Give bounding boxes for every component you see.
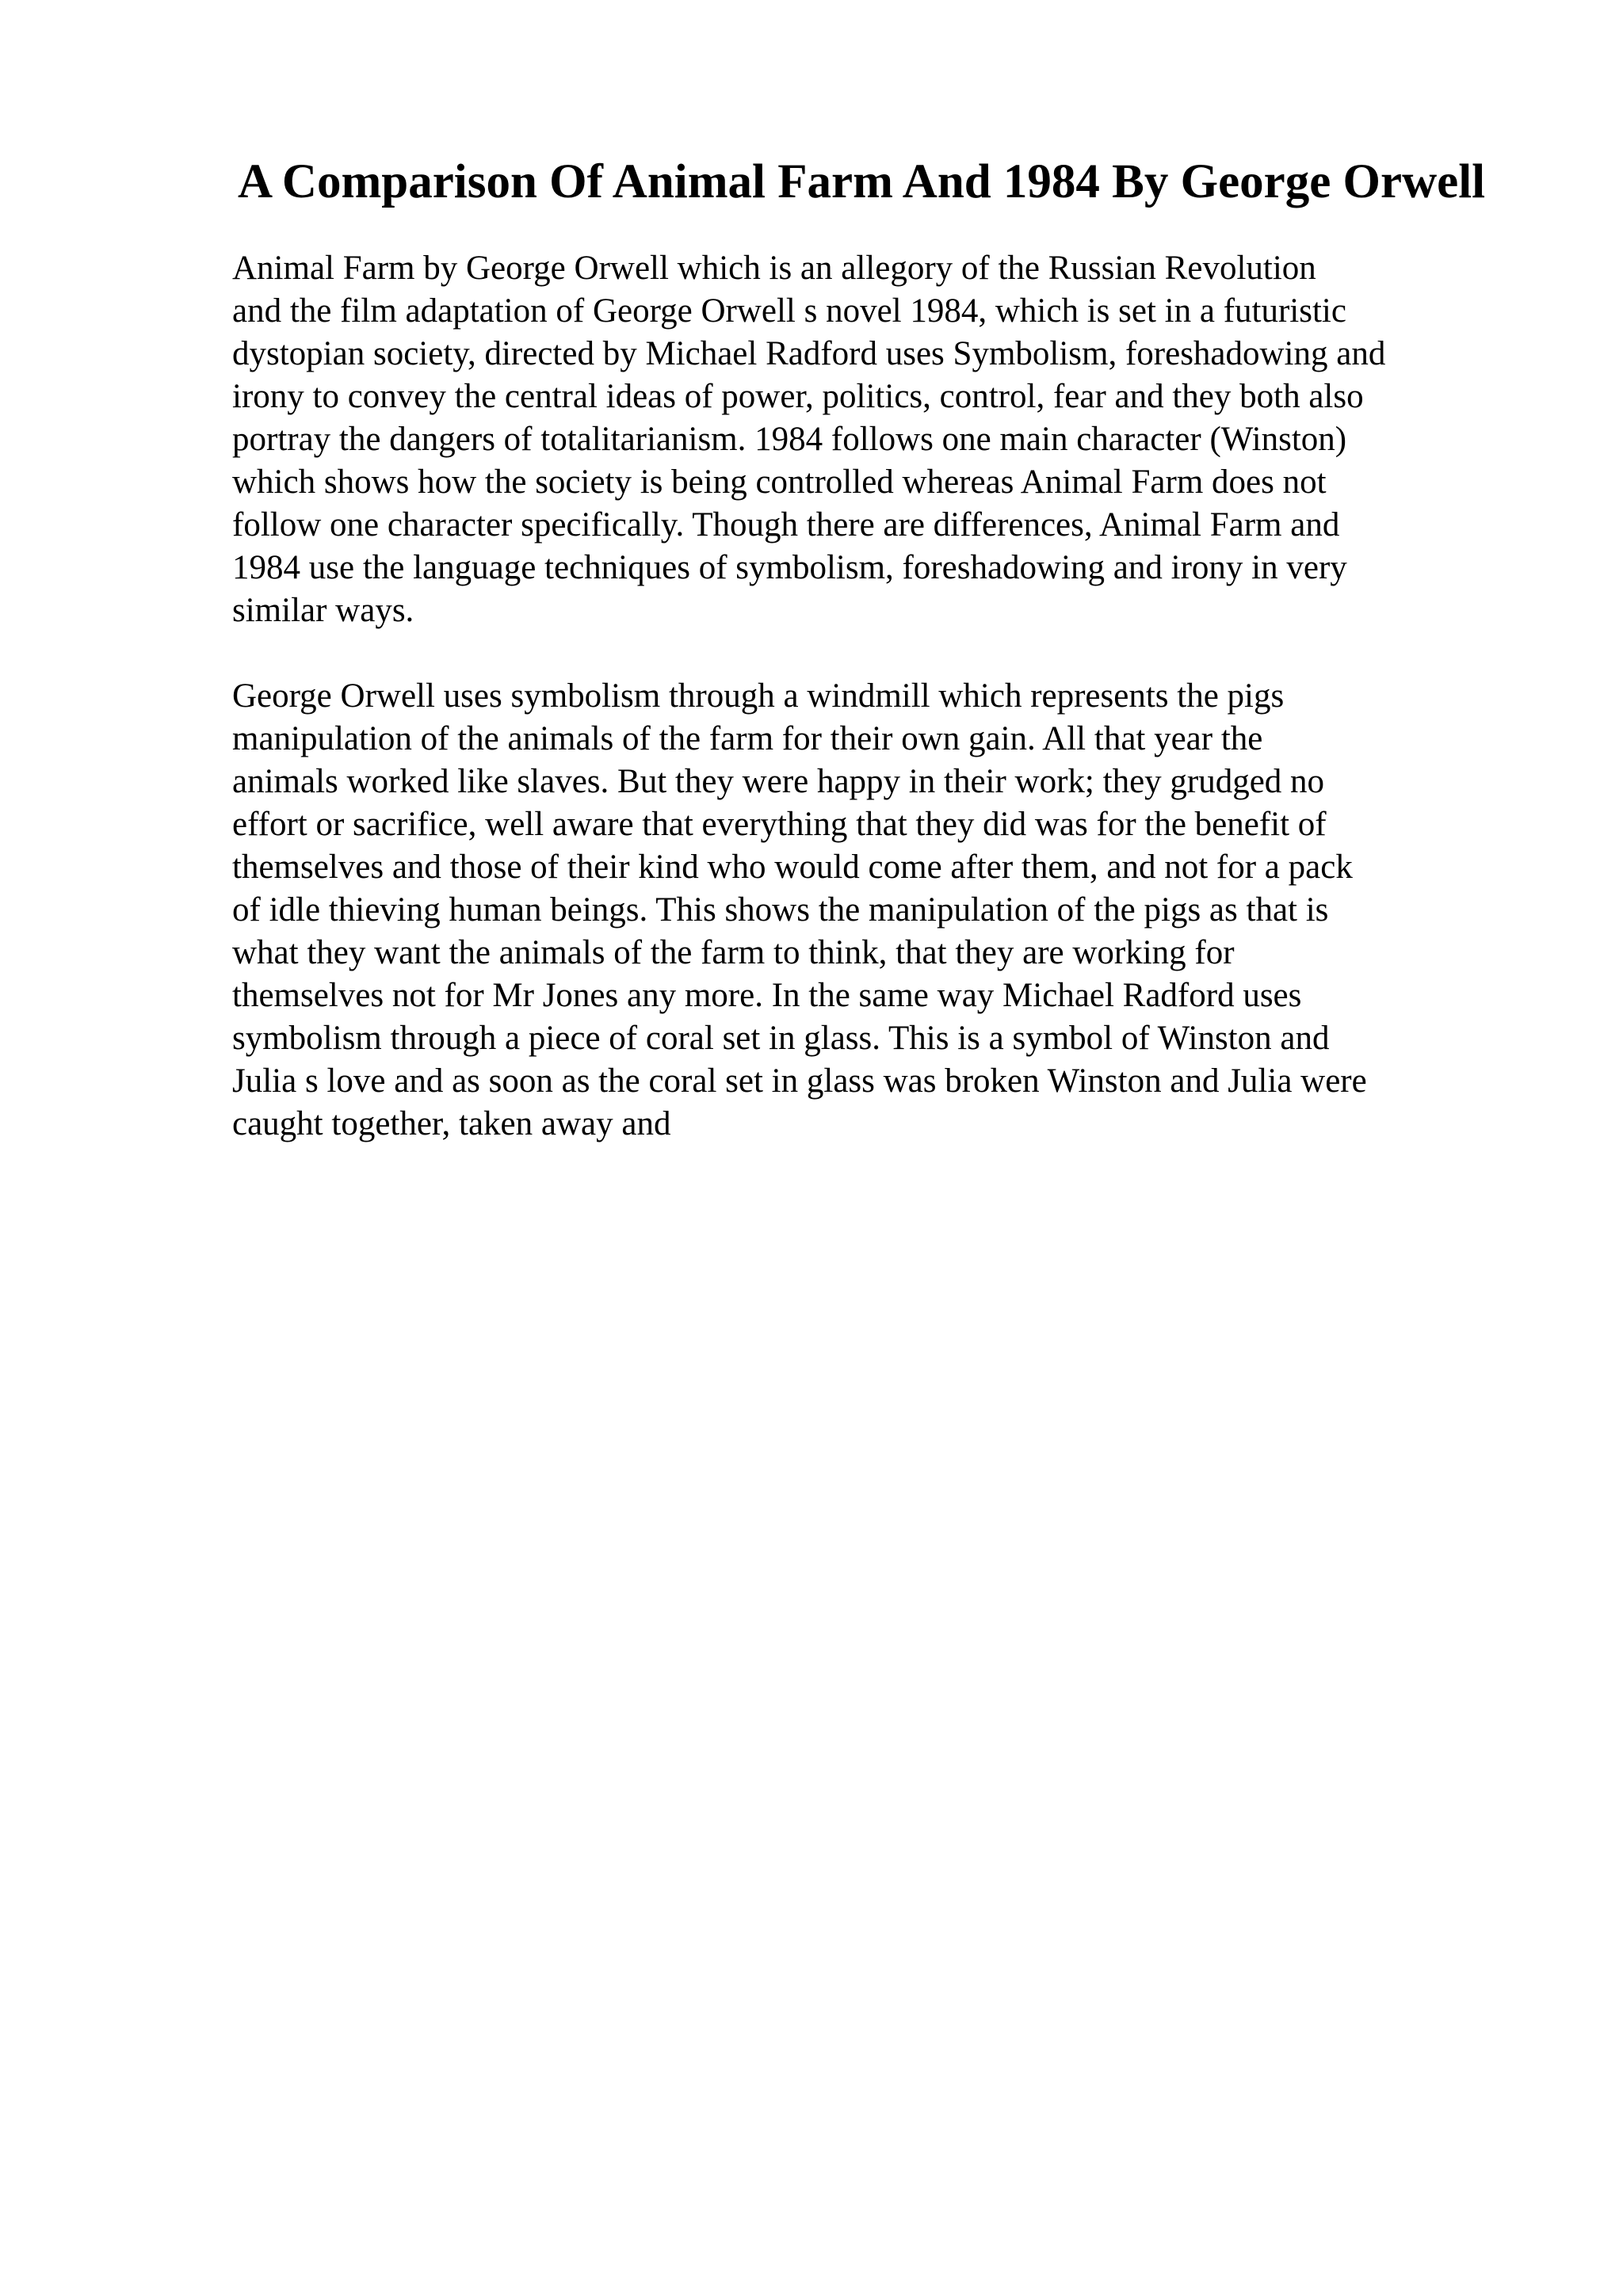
text-line: Julia s love and as soon as the coral set in glass was broken Winston and Julia were (232, 1062, 1367, 1100)
text-line: follow one character specifically. Though there are differences, Animal Farm and (232, 506, 1340, 543)
document-body (232, 247, 1516, 1146)
text-line: effort or sacrifice, well aware that everything that they did was for the benefit of (232, 806, 1327, 843)
document-title: A Comparison Of Animal Farm And 1984 By George Orwell (238, 155, 1486, 208)
text-line: George Orwell uses symbolism through a windmill which represents the pigs (232, 677, 1285, 715)
text-line: dystopian society, directed by Michael Radford uses Symbolism, foreshadowing and (232, 335, 1386, 372)
text-line: similar ways. (232, 592, 414, 629)
text-line: of idle thieving human beings. This shows the manipulation of the pigs as that is (232, 891, 1329, 929)
text-line: irony to convey the central ideas of power, politics, control, fear and they both also (232, 378, 1364, 415)
text-line: manipulation of the animals of the farm for their own gain. All that year the (232, 720, 1263, 757)
text-line: caught together, taken away and (232, 1105, 671, 1142)
text-line: themselves not for Mr Jones any more. In the same way Michael Radford uses (232, 977, 1302, 1014)
text-line: which shows how the society is being controlled whereas Animal Farm does not (232, 463, 1327, 501)
text-line: portray the dangers of totalitarianism. 1984 follows one main character (Winston) (232, 421, 1347, 458)
text-line: Animal Farm by George Orwell which is an allegory of the Russian Revolution (232, 250, 1316, 287)
text-line: what they want the animals of the farm to think, that they are working for (232, 934, 1235, 971)
text-line: 1984 use the language techniques of symbolism, foreshadowing and irony in very (232, 549, 1347, 586)
paragraph-2 (232, 675, 1516, 1146)
text-line: themselves and those of their kind who would come after them, and not for a pack (232, 849, 1353, 886)
text-line: and the film adaptation of George Orwell s novel 1984, which is set in a futuristic (232, 292, 1346, 330)
text-line: animals worked like slaves. But they were happy in their work; they grudged no (232, 763, 1325, 800)
paragraph-1 (232, 247, 1516, 632)
text-line: symbolism through a piece of coral set in glass. This is a symbol of Winston and (232, 1020, 1330, 1057)
